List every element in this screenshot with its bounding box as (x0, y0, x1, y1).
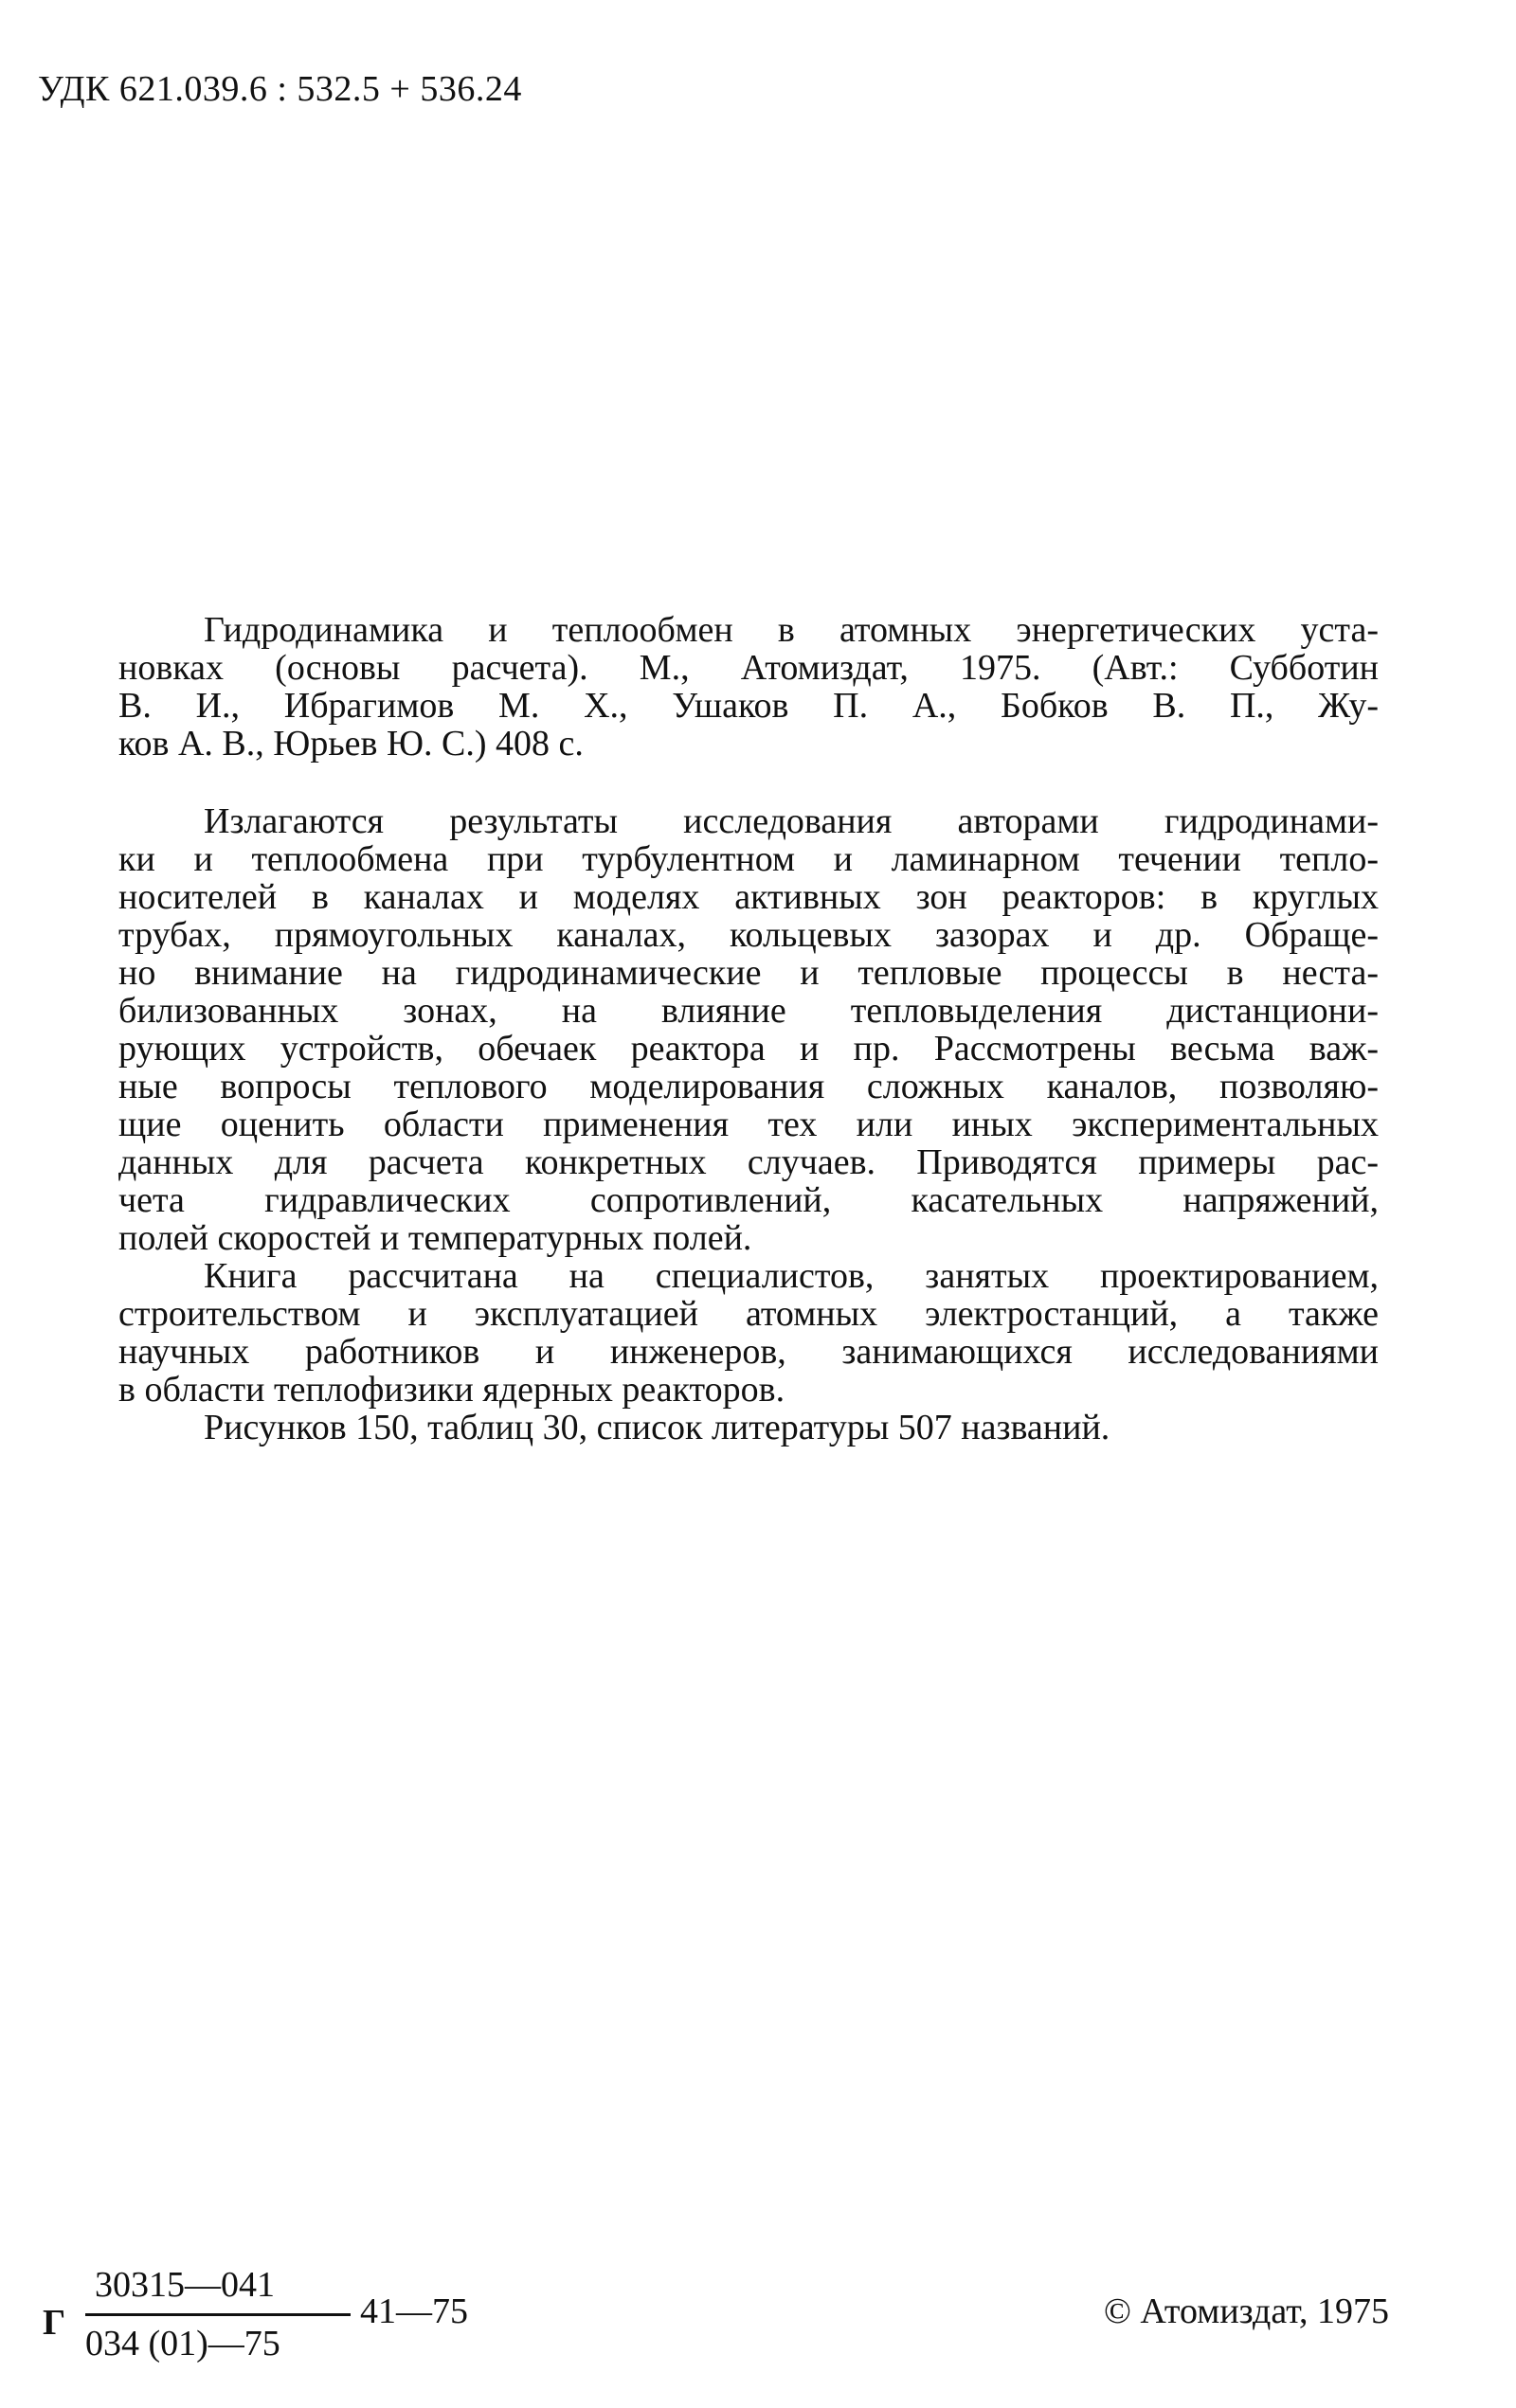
summary-paragraph-2 (118, 1257, 1379, 1409)
summary-paragraph-1 (118, 802, 1379, 1257)
summary-line: билизованных зонах, на влияние тепловыделения дистанциони- (118, 991, 1379, 1031)
summary-line: полей скоростей и температурных полей. (118, 1218, 752, 1258)
biblio-line: ков А. В., Юрьев Ю. С.) 408 с. (118, 724, 584, 764)
summary-line: трубах, прямоугольных каналах, кольцевых зазорах и др. Обраще- (118, 915, 1379, 955)
summary-line: данных для расчета конкретных случаев. Приводятся примеры рас- (118, 1142, 1379, 1182)
udk-code: УДК 621.039.6 : 532.5 + 536.24 (38, 69, 522, 109)
summary-paragraph-3 (118, 1409, 1379, 1447)
bibliographic-entry (118, 611, 1379, 763)
index-suffix: 41—75 (360, 2291, 468, 2331)
summary-line: научных работников и инженеров, занимающихся исследованиями (118, 1332, 1379, 1372)
copyright-notice: © Атомиздат, 1975 (1104, 2291, 1389, 2331)
summary-line: ные вопросы теплового моделирования сложных каналов, позволяю- (118, 1067, 1379, 1106)
summary-line: чета гидравлических сопротивлений, касательных напряжений, (118, 1180, 1379, 1220)
fraction-bar (85, 2313, 351, 2316)
summary-line: щие оценить области применения тех или иных экспериментальных (118, 1105, 1379, 1144)
summary-line: ки и теплообмена при турбулентном и ламинарном течении тепло- (118, 839, 1379, 879)
index-numerator: 30315—041 (95, 2265, 275, 2305)
summary-line: рующих устройств, обечаек реактора и пр. Рассмотрены весьма важ- (118, 1029, 1379, 1069)
summary-line: в области теплофизики ядерных реакторов. (118, 1370, 785, 1410)
index-letter: Г (43, 2303, 66, 2343)
summary-line: носителей в каналах и моделях активных зон реакторов: в круглых (118, 877, 1379, 917)
summary-line: строительством и эксплуатацией атомных электростанций, а также (118, 1294, 1379, 1334)
abstract-block (118, 611, 1379, 1447)
biblio-line: новках (основы расчета). М., Атомиздат, 1975. (Авт.: Субботин (118, 648, 1379, 688)
summary-line: Книга рассчитана на специалистов, занятых проектированием, (204, 1256, 1379, 1296)
summary-line: но внимание на гидродинамические и тепловые процессы в неста- (118, 953, 1379, 993)
biblio-line: Гидродинамика и теплообмен в атомных энергетических уста- (204, 610, 1379, 650)
index-denominator: 034 (01)—75 (85, 2324, 280, 2363)
biblio-line: В. И., Ибрагимов М. Х., Ушаков П. А., Бобков В. П., Жу- (118, 686, 1379, 726)
summary-line: Рисунков 150, таблиц 30, список литературы 507 названий. (204, 1408, 1110, 1447)
summary-line: Излагаются результаты исследования авторами гидродинами- (204, 801, 1379, 841)
